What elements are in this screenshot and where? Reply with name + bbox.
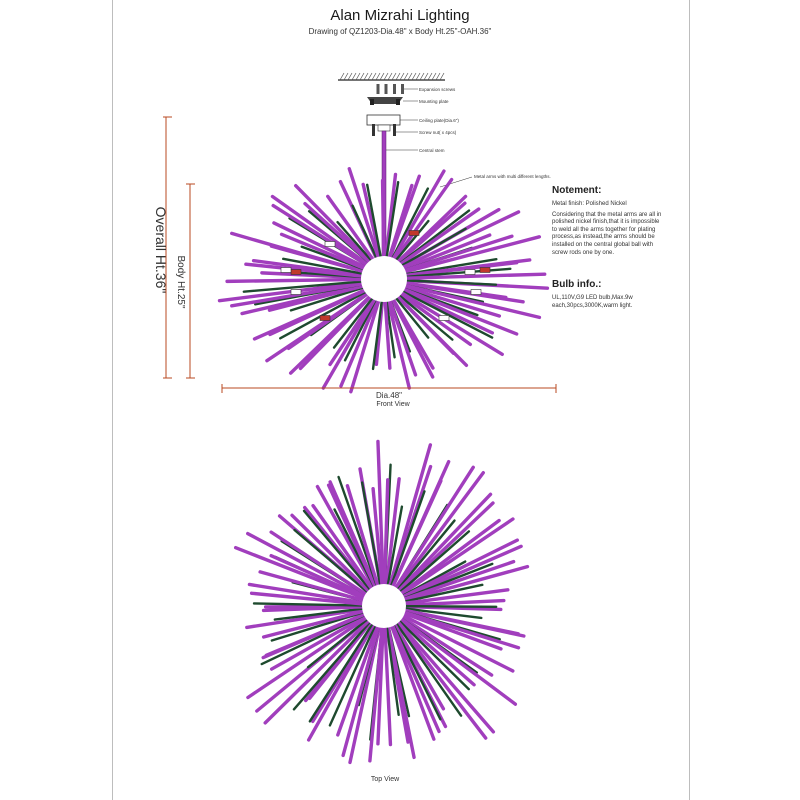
bulb-socket [439,316,449,321]
callout-mounting-plate: Mounting plate [419,99,449,104]
front-view-label: Front View [376,401,410,408]
body-height-dimension [186,184,195,378]
top-view-label: Top View [370,776,400,783]
top-center-ball [362,584,406,628]
metal-arm-short [398,606,496,607]
bulb-info-heading: Bulb info.: [552,279,602,291]
bulb-socket [465,270,475,275]
callout-ceiling-plate: Ceiling plate(Dia.6") [419,118,459,123]
callout-screw-nut: Screw nut( x 4pcs) [419,130,457,135]
notes-body: Considering that the metal arms are all in polished nickel finish,that it is impossible to weld all the arms together for plating process,as instead,the arms should be installed on the central global ball with screw rods one by one. [552,211,662,256]
bulb-socket [480,268,490,273]
overall-height-label: Overall Ht.36" [153,206,169,294]
bulb-info-text: UL,110V,G9 LED bulb,Max.9w each,30pcs,3000K,warm light. [552,295,633,309]
ceiling-hatch [338,73,445,80]
document-title: Alan Mizrahi Lighting [330,7,470,24]
front-center-ball [361,256,407,302]
diameter-label: Dia.48" [376,391,402,400]
notes-finish: Metal finish: Polished Nickel [552,201,627,207]
metal-arm [227,279,370,281]
bulb-socket [320,316,330,321]
metal-arm [383,181,384,265]
bulb-socket [291,290,301,295]
notes-heading: Notement: [552,185,602,196]
notes-panel [552,185,662,310]
bulb-socket [325,242,335,247]
bulb-socket [281,268,291,273]
callout-metal-arms: Metal arms with multi different lengths. [474,174,551,179]
mounting-plate [367,97,403,105]
callout-central-stem: Central stem [419,148,445,153]
document-subtitle: Drawing of QZ1203-Dia.48" x Body Ht.25"-OAH.36" [308,27,492,36]
metal-arm [272,197,374,269]
bulb-socket [471,290,481,295]
bulb-socket [409,231,419,236]
expansion-screws [377,84,405,94]
callout-expansion-screws: Expansion screws [419,87,456,92]
body-height-label: Body Ht.25" [175,255,186,309]
bulb-socket [291,270,301,275]
